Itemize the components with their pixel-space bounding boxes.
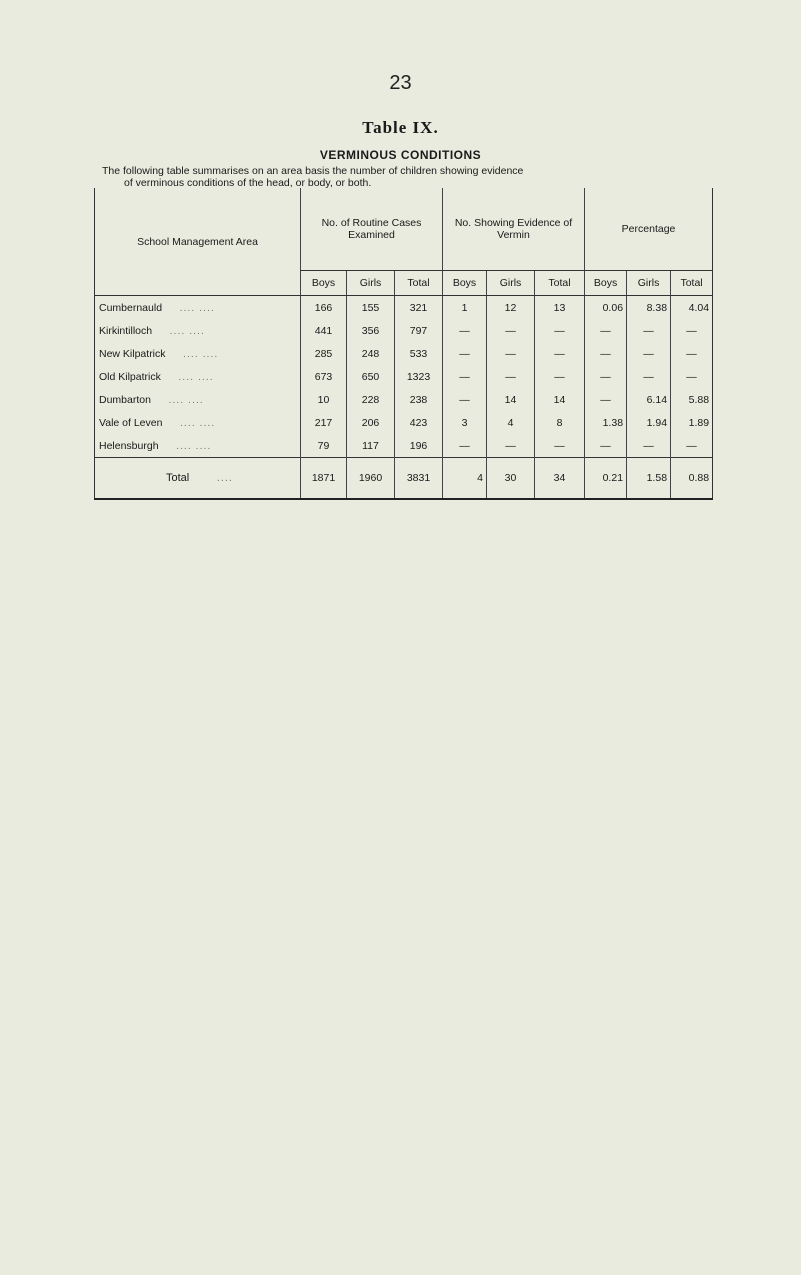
total-label-cell: Total .... xyxy=(95,458,301,500)
cases-boys-cell: 217 xyxy=(301,411,347,434)
vermin-boys-cell: — xyxy=(443,319,487,342)
cases-girls-cell: 248 xyxy=(347,342,395,365)
pct-boys-cell: 1.38 xyxy=(585,411,627,434)
page-number: 23 xyxy=(389,72,412,94)
pct-boys-cell: 0.06 xyxy=(585,296,627,320)
header-vermin-total: Total xyxy=(535,271,585,296)
vermin-boys-cell: — xyxy=(443,342,487,365)
vermin-total-cell: — xyxy=(535,319,585,342)
vermin-total-cell: — xyxy=(535,365,585,388)
header-row-top xyxy=(95,188,713,271)
cases-boys-cell: 79 xyxy=(301,434,347,458)
cases-total-cell: 533 xyxy=(395,342,443,365)
cases-girls-cell: 228 xyxy=(347,388,395,411)
vermin-boys-cell: 3 xyxy=(443,411,487,434)
intro-line-1: The following table summarises on an area basis the number of children showing evidence xyxy=(102,165,524,177)
pct-girls-cell: 6.14 xyxy=(627,388,671,411)
cases-boys-cell: 441 xyxy=(301,319,347,342)
cases-girls-cell: 117 xyxy=(347,434,395,458)
vermin-boys-cell: — xyxy=(443,388,487,411)
header-pct-boys: Boys xyxy=(585,271,627,296)
header-cases-girls: Girls xyxy=(347,271,395,296)
pct-total-cell: — xyxy=(671,342,713,365)
cases-boys-cell: 10 xyxy=(301,388,347,411)
area-cell: Kirkintilloch .... .... xyxy=(95,319,301,342)
area-cell: Dumbarton .... .... xyxy=(95,388,301,411)
vermin-boys-cell: — xyxy=(443,365,487,388)
cases-boys-cell: 673 xyxy=(301,365,347,388)
pct-boys-cell: — xyxy=(585,319,627,342)
intro-line-2: of verminous conditions of the head, or body, or both. xyxy=(124,177,372,189)
total-pct-boys-cell: 0.21 xyxy=(585,458,627,500)
header-cases: No. of Routine Cases Examined xyxy=(301,188,443,271)
cases-total-cell: 797 xyxy=(395,319,443,342)
total-row xyxy=(95,458,713,500)
area-cell: New Kilpatrick .... .... xyxy=(95,342,301,365)
pct-boys-cell: — xyxy=(585,388,627,411)
header-vermin: No. Showing Evidence of Vermin xyxy=(443,188,585,271)
cases-total-cell: 196 xyxy=(395,434,443,458)
cases-total-cell: 321 xyxy=(395,296,443,320)
section-title: VERMINOUS CONDITIONS xyxy=(319,148,482,162)
cases-boys-cell: 166 xyxy=(301,296,347,320)
vermin-girls-cell: — xyxy=(487,319,535,342)
cases-girls-cell: 650 xyxy=(347,365,395,388)
pct-total-cell: 5.88 xyxy=(671,388,713,411)
pct-girls-cell: 1.94 xyxy=(627,411,671,434)
cases-total-cell: 423 xyxy=(395,411,443,434)
pct-girls-cell: — xyxy=(627,434,671,458)
table-row xyxy=(95,319,713,342)
total-vermin-total-cell: 34 xyxy=(535,458,585,500)
pct-girls-cell: 8.38 xyxy=(627,296,671,320)
vermin-girls-cell: — xyxy=(487,434,535,458)
table-row xyxy=(95,365,713,388)
vermin-boys-cell: — xyxy=(443,434,487,458)
table-row xyxy=(95,434,713,458)
pct-boys-cell: — xyxy=(585,365,627,388)
table-title: Table IX. xyxy=(362,118,439,137)
cases-boys-cell: 285 xyxy=(301,342,347,365)
vermin-total-cell: — xyxy=(535,434,585,458)
header-vermin-girls: Girls xyxy=(487,271,535,296)
vermin-total-cell: 13 xyxy=(535,296,585,320)
area-cell: Cumbernauld .... .... xyxy=(95,296,301,320)
pct-total-cell: — xyxy=(671,365,713,388)
vermin-girls-cell: 12 xyxy=(487,296,535,320)
table-row xyxy=(95,342,713,365)
cases-girls-cell: 356 xyxy=(347,319,395,342)
header-cases-total: Total xyxy=(395,271,443,296)
pct-total-cell: 4.04 xyxy=(671,296,713,320)
area-cell: Old Kilpatrick .... .... xyxy=(95,365,301,388)
total-cases-boys-cell: 1871 xyxy=(301,458,347,500)
cases-total-cell: 1323 xyxy=(395,365,443,388)
header-pct-girls: Girls xyxy=(627,271,671,296)
pct-total-cell: — xyxy=(671,319,713,342)
pct-total-cell: 1.89 xyxy=(671,411,713,434)
total-cases-total-cell: 3831 xyxy=(395,458,443,500)
vermin-girls-cell: — xyxy=(487,342,535,365)
area-cell: Helensburgh .... .... xyxy=(95,434,301,458)
total-cases-girls-cell: 1960 xyxy=(347,458,395,500)
vermin-total-cell: 8 xyxy=(535,411,585,434)
header-vermin-boys: Boys xyxy=(443,271,487,296)
pct-total-cell: — xyxy=(671,434,713,458)
header-cases-boys: Boys xyxy=(301,271,347,296)
header-pct-total: Total xyxy=(671,271,713,296)
vermin-total-cell: 14 xyxy=(535,388,585,411)
table-row xyxy=(95,388,713,411)
table-row xyxy=(95,411,713,434)
area-cell: Vale of Leven .... .... xyxy=(95,411,301,434)
vermin-girls-cell: 4 xyxy=(487,411,535,434)
vermin-girls-cell: 14 xyxy=(487,388,535,411)
table-row xyxy=(95,296,713,320)
intro-paragraph xyxy=(102,165,752,189)
header-area: School Management Area xyxy=(95,188,301,296)
verminous-conditions-table xyxy=(94,188,713,500)
vermin-boys-cell: 1 xyxy=(443,296,487,320)
cases-total-cell: 238 xyxy=(395,388,443,411)
cases-girls-cell: 206 xyxy=(347,411,395,434)
cases-girls-cell: 155 xyxy=(347,296,395,320)
pct-girls-cell: — xyxy=(627,365,671,388)
total-vermin-girls-cell: 30 xyxy=(487,458,535,500)
total-pct-total-cell: 0.88 xyxy=(671,458,713,500)
total-pct-girls-cell: 1.58 xyxy=(627,458,671,500)
vermin-total-cell: — xyxy=(535,342,585,365)
pct-boys-cell: — xyxy=(585,342,627,365)
pct-girls-cell: — xyxy=(627,342,671,365)
pct-boys-cell: — xyxy=(585,434,627,458)
header-percentage: Percentage xyxy=(585,188,713,271)
vermin-girls-cell: — xyxy=(487,365,535,388)
pct-girls-cell: — xyxy=(627,319,671,342)
total-vermin-boys-cell: 4 xyxy=(443,458,487,500)
